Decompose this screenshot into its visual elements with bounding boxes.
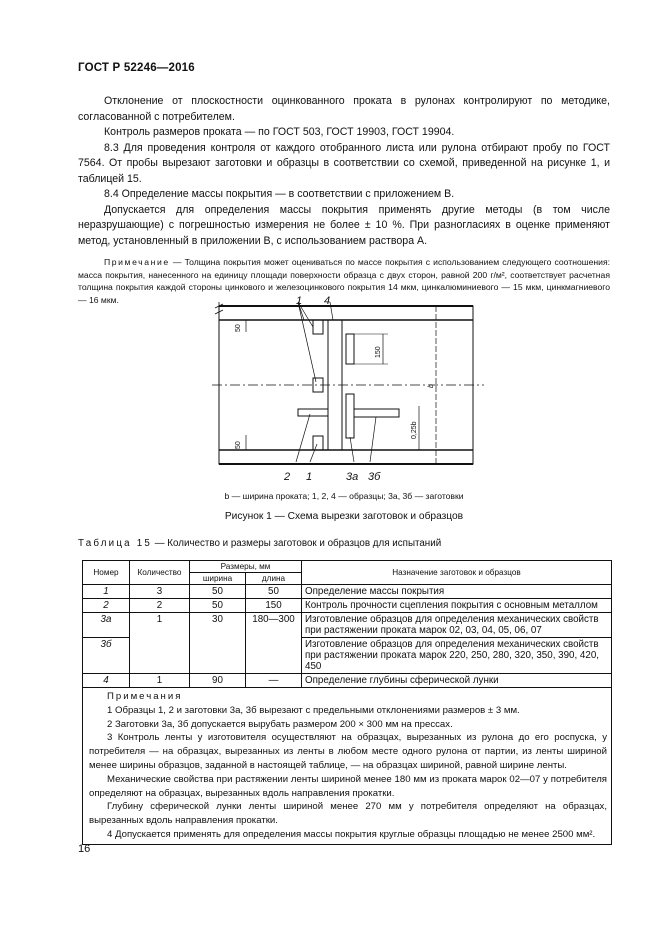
notes-title: Примечания bbox=[107, 691, 183, 702]
note-item: 4 Допускается применять для определения массы покрытия круглые образцы площадью не менее 2500 мм². bbox=[107, 828, 596, 840]
paragraph: Допускается для определения массы покрытия применять другие методы (в том числе неразрушающие) с погрешностью измерения не более ± 10 %. При разногласиях в оценке применяют метод, установленный в приложении В, с использованием раствора А. bbox=[78, 203, 610, 247]
table-row bbox=[83, 585, 612, 599]
cell-qty: 3 bbox=[130, 585, 190, 599]
cell-qty: 1 bbox=[130, 613, 190, 674]
paragraph: Контроль размеров проката — по ГОСТ 503, ГОСТ 19903, ГОСТ 19904. bbox=[104, 126, 455, 138]
table-caption bbox=[78, 538, 441, 549]
table-15 bbox=[82, 560, 612, 845]
label-3b: 3б bbox=[368, 471, 381, 483]
note-item: Механические свойства при растяжении ленты шириной менее 180 мм из проката марок 02—07 у потребителя определяют на образцах, вырезанных вдоль направления прокатки. bbox=[89, 773, 607, 799]
dim-025b: 0,25b bbox=[411, 421, 418, 439]
body-text bbox=[78, 94, 610, 249]
cell-width: 90 bbox=[190, 674, 246, 688]
table-header-row bbox=[83, 561, 612, 573]
label-4: 4 bbox=[324, 295, 331, 307]
table-row bbox=[83, 674, 612, 688]
header-sizes: Размеры, мм bbox=[190, 561, 302, 573]
blank-3a bbox=[346, 394, 354, 438]
cell-length: 150 bbox=[246, 599, 302, 613]
note-item: Глубину сферической лунки ленты шириной менее 270 мм у потребителя определяют на образцах, вырезанных вдоль направления прокатки. bbox=[89, 801, 607, 827]
cell-num: 4 bbox=[83, 674, 130, 688]
paragraph: Отклонение от плоскостности оцинкованного проката в рулонах контролируют по методике, согласованной с потребителем. bbox=[78, 95, 610, 123]
dim-150: 150 bbox=[375, 346, 382, 358]
note-label: Примечание bbox=[104, 257, 170, 267]
label-1-bottom: 1 bbox=[306, 471, 313, 483]
cutting-scheme-figure bbox=[200, 294, 490, 488]
page-number: 16 bbox=[78, 843, 91, 855]
blank-3a-top bbox=[346, 334, 354, 364]
cell-purpose: Изготовление образцов для определения механических свойств при растяжении проката марок 220, 250, 280, 320, 350, 390, 420, 450 bbox=[302, 638, 612, 674]
table-row bbox=[83, 613, 612, 638]
cell-qty: 2 bbox=[130, 599, 190, 613]
label-2: 2 bbox=[284, 471, 291, 483]
table-caption-text: — Количество и размеры заготовок и образцов для испытаний bbox=[152, 538, 442, 549]
table-row bbox=[83, 599, 612, 613]
label-3a: 3а bbox=[346, 471, 359, 483]
cell-length: 50 bbox=[246, 585, 302, 599]
figure-caption: Рисунок 1 — Схема вырезки заготовок и образцов bbox=[224, 511, 464, 522]
paragraph: 8.4 Определение массы покрытия — в соответствии с приложением В. bbox=[104, 188, 455, 200]
cell-width: 50 bbox=[190, 585, 246, 599]
sample-2 bbox=[298, 409, 328, 416]
cell-num: 2 bbox=[83, 599, 130, 613]
header-length: длина bbox=[246, 573, 302, 585]
label-1-top: 1 bbox=[296, 295, 303, 307]
cell-purpose: Определение глубины сферической лунки bbox=[302, 674, 612, 688]
blank-3b bbox=[354, 409, 399, 417]
dim-50-top: 50 bbox=[235, 324, 242, 332]
sample-1-top bbox=[313, 320, 323, 334]
header-number: Номер bbox=[83, 561, 130, 585]
note-item: 3 Контроль ленты у изготовителя осуществляют на образцах, вырезанных из рулона до его роспуска, у потребителя — на образцах, вырезанных из ленты в любом месте одного рулона от партии, из ленты шириной менее ширины образцов, заданной в настоящей таблице, — на образцах шириной, равной ширине ленты. bbox=[89, 732, 607, 771]
cell-length: — bbox=[246, 674, 302, 688]
cell-length: 180—300 bbox=[246, 613, 302, 674]
cell-purpose: Контроль прочности сцепления покрытия с основным металлом bbox=[302, 599, 612, 613]
cell-num: 3а bbox=[83, 613, 130, 638]
cell-purpose: Определение массы покрытия bbox=[302, 585, 612, 599]
note-item: 2 Заготовки 3а, 3б допускается вырубать размером 200 × 300 мм на прессах. bbox=[107, 718, 453, 730]
document-header: ГОСТ Р 52246—2016 bbox=[78, 62, 195, 74]
header-qty: Количество bbox=[130, 561, 190, 585]
cell-num: 3б bbox=[83, 638, 130, 674]
cell-purpose: Изготовление образцов для определения механических свойств при растяжении проката марок 02, 03, 04, 05, 06, 07 bbox=[302, 613, 612, 638]
cell-qty: 1 bbox=[130, 674, 190, 688]
table-notes-row bbox=[83, 688, 612, 845]
dim-b: b bbox=[428, 384, 435, 388]
header-width: ширина bbox=[190, 573, 246, 585]
figure-legend: b — ширина проката; 1, 2, 4 — образцы; 3а, 3б — заготовки bbox=[224, 491, 464, 501]
note-item: 1 Образцы 1, 2 и заготовки 3а, 3б вырезают с предельными отклонениями размеров ± 3 мм. bbox=[107, 704, 520, 716]
paragraph: 8.3 Для проведения контроля от каждого отобранного листа или рулона отбирают пробу по ГОСТ 7564. От пробы вырезают заготовки и образцы в соответствии со схемой, приведенной на рисунке 1, и таблицей 15. bbox=[78, 141, 610, 185]
cell-num: 1 bbox=[83, 585, 130, 599]
note-text: — Толщина покрытия может оцениваться по массе покрытия с использованием следующего соотношения: масса покрытия, нанесенного на единицу площади поверхности образца с двух сторон, равной 200 г/м², соответствует расчетная толщина покрытия каждой стороны цинкового и железоцинкового покрытия 14 мкм, цинкалюминиевого — 15 мкм, цинкмагниевого — 16 мкм. bbox=[78, 257, 610, 305]
table-caption-label: Таблица 15 bbox=[78, 538, 153, 549]
table-notes bbox=[83, 688, 612, 845]
cell-width: 50 bbox=[190, 599, 246, 613]
header-purpose: Назначение заготовок и образцов bbox=[302, 561, 612, 585]
sample-1-bottom bbox=[313, 436, 323, 450]
cell-width: 30 bbox=[190, 613, 246, 674]
dim-50-bottom: 50 bbox=[235, 441, 242, 449]
